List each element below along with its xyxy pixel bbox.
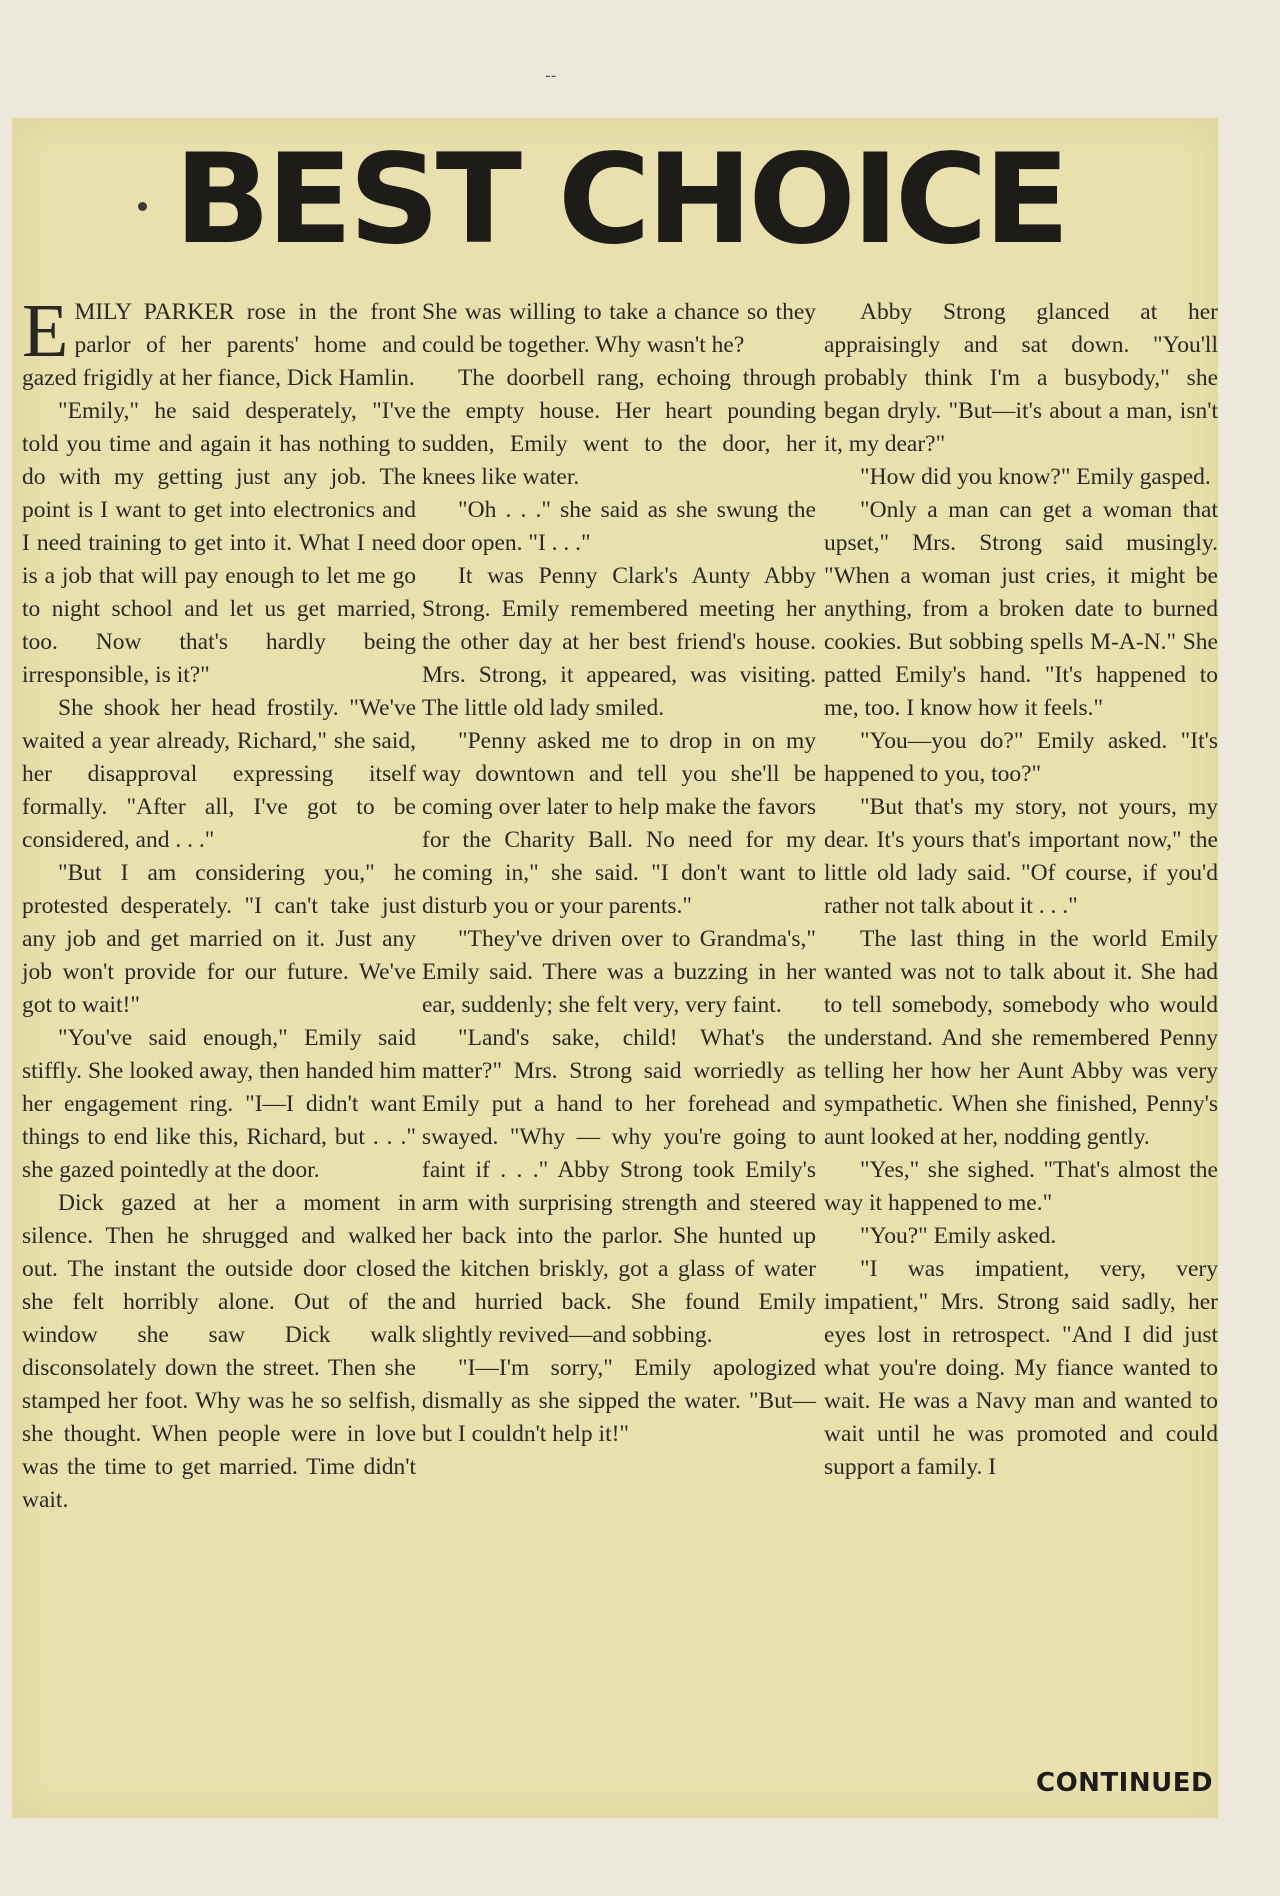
paragraph: "I—I'm sorry," Emily apologized dismally as she sipped the water. "But—but I couldn't help it!" (422, 1355, 816, 1447)
paragraph: "You—you do?" Emily asked. "It's happened to you, too?" (824, 728, 1218, 787)
paragraph: "Penny asked me to drop in on my way downtown and tell you she'll be coming over later to help make the favors for the Charity Ball. No need for my coming in," she said. "I don't want to disturb you or your parents." (422, 728, 816, 919)
paragraph: "You've said enough," Emily said stiffly. She looked away, then handed him her engagement ring. "I—I didn't want things to end like this, Richard, but . . ." she gazed pointedly at the door. (22, 1025, 416, 1183)
story-title: BEST CHOICE (174, 128, 1066, 272)
paragraph: Abby Strong glanced at her appraisingly and sat down. "You'll probably think I'm a busybody," she began dryly. "But—it's about a man, isn't it, my dear?" (824, 299, 1218, 457)
paragraph (22, 289, 416, 395)
paragraph: She was willing to take a chance so they could be together. Why wasn't he? (422, 299, 816, 358)
paragraph: "I was impatient, very, very impatient," Mrs. Strong said sadly, her eyes lost in retrospect. "And I did just what you're doing. My fiance wanted to wait. He was a Navy man and wanted to wait until he was promoted and could support a family. I (824, 1256, 1218, 1480)
paragraph: "But that's my story, not yours, my dear. It's yours that's important now," the little old lady said. "Of course, if you'd rather not talk about it . . ." (824, 794, 1218, 919)
paragraph: It was Penny Clark's Aunty Abby Strong. Emily remembered meeting her the other day at her best friend's house. Mrs. Strong, it appeared, was visiting. The little old lady smiled. (422, 563, 816, 721)
drop-cap: E (22, 289, 69, 373)
paragraph: Dick gazed at her a moment in silence. Then he shrugged and walked out. The instant the outside door closed she felt horribly alone. Out of the window she saw Dick walk disconsolately down the street. Then she stamped her foot. Why was he so selfish, she thought. When people were in love was the time to get married. Time didn't wait. (22, 1190, 416, 1513)
paragraph: The last thing in the world Emily wanted was not to talk about it. She had to tell somebody, somebody who would understand. And she remembered Penny telling her how her Aunt Abby was very sympathetic. When she finished, Penny's aunt looked at her, nodding gently. (824, 926, 1218, 1150)
paragraph: "Emily," he said desperately, "I've told you time and again it has nothing to do with my getting just any job. The point is I want to get into electronics and I need training to get into it. What I need is a job that will pay enough to let me go to night school and let us get married, too. Now that's hardly being irresponsible, is it?" (22, 398, 416, 688)
column-1 (22, 289, 416, 1517)
continued-label: CONTINUED (1036, 1768, 1214, 1798)
paragraph-text: MILY PARKER rose in the front parlor of her parents' home and gazed frigidly at her fiance, Dick Hamlin. (22, 299, 416, 391)
paragraph: "Land's sake, child! What's the matter?" Mrs. Strong said worriedly as Emily put a hand to her forehead and swayed. "Why — why you're going to faint if . . ." Abby Strong took Emily's arm with surprising strength and steered her back into the parlor. She hunted up the kitchen briskly, got a glass of water and hurried back. She found Emily slightly revived—and sobbing. (422, 1025, 816, 1348)
paragraph: "Oh . . ." she said as she swung the door open. "I . . ." (422, 497, 816, 556)
paragraph: "Only a man can get a woman that upset," Mrs. Strong said musingly. "When a woman just cries, it might be anything, from a broken date to burned cookies. But sobbing spells M-A-N." She patted Emily's hand. "It's happened to me, too. I know how it feels." (824, 497, 1218, 721)
paragraph: "But I am considering you," he protested desperately. "I can't take just any job and get married on it. Just any job won't provide for our future. We've got to wait!" (22, 860, 416, 1018)
column-3 (824, 296, 1218, 1484)
page-mark: -- (545, 66, 557, 85)
paragraph: "Yes," she sighed. "That's almost the way it happened to me." (824, 1157, 1218, 1216)
paragraph: The doorbell rang, echoing through the empty house. Her heart pounding sudden, Emily went to the door, her knees like water. (422, 365, 816, 490)
paragraph: "You?" Emily asked. (860, 1223, 1057, 1249)
paragraph: She shook her head frostily. "We've waited a year already, Richard," she said, her disapproval expressing itself formally. "After all, I've got to be considered, and . . ." (22, 695, 416, 853)
paragraph: "How did you know?" Emily gasped. (860, 464, 1211, 490)
column-2 (422, 296, 816, 1451)
paragraph: "They've driven over to Grandma's," Emily said. There was a buzzing in her ear, suddenly; she felt very, very faint. (422, 926, 816, 1018)
